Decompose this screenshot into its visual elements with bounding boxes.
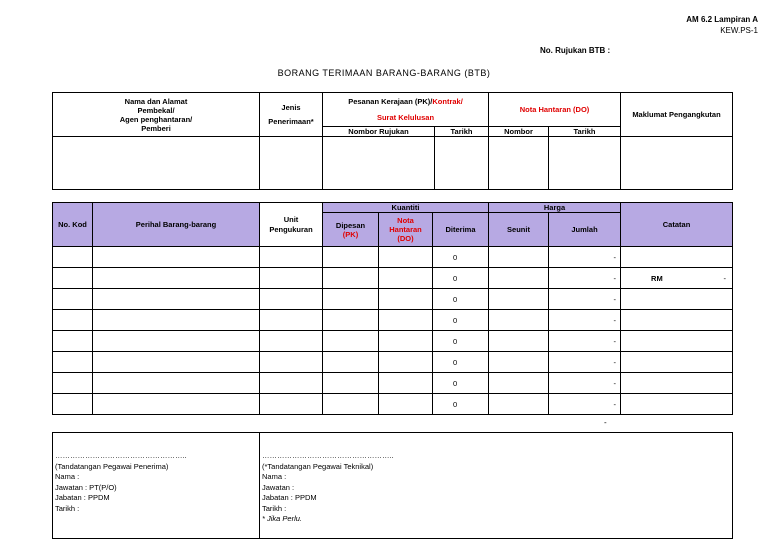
number-subheader: Nombor [489, 127, 549, 137]
description-cell[interactable] [93, 373, 260, 394]
post-field[interactable]: Jawatan : [262, 482, 295, 492]
unit-cell[interactable] [260, 373, 323, 394]
notes-label [623, 358, 651, 367]
notes-label [623, 295, 651, 304]
footnote: * Jika Perlu. [262, 514, 303, 523]
table-row [53, 394, 733, 415]
unit-price-cell[interactable] [489, 331, 549, 352]
table-row [53, 331, 733, 352]
description-header: Perihal Barang-barang [93, 203, 260, 247]
signature-caption: (Tandatangan Pegawai Penerima) [55, 461, 169, 471]
description-cell[interactable] [93, 310, 260, 331]
delivery-note-header: Nota Hantaran (DO) [489, 93, 621, 127]
name-field[interactable]: Nama : [55, 472, 80, 481]
received-cell[interactable]: 0 [433, 331, 489, 352]
unit-price-cell[interactable] [489, 394, 549, 415]
received-cell[interactable]: 0 [433, 352, 489, 373]
do-date-cell[interactable] [549, 137, 621, 190]
price-group-header: Harga [489, 203, 621, 213]
receipt-type-cell[interactable] [260, 137, 323, 190]
received-cell[interactable]: 0 [433, 373, 489, 394]
do-qty-header: Nota Hantaran (DO) [379, 213, 433, 247]
quantity-group-header: Kuantiti [323, 203, 489, 213]
unit-price-cell[interactable] [489, 310, 549, 331]
ordered-cell[interactable] [323, 394, 379, 415]
code-cell[interactable] [53, 310, 93, 331]
notes-label [623, 316, 651, 325]
code-cell[interactable] [53, 289, 93, 310]
table-row [53, 268, 733, 289]
date-field[interactable]: Tarikh : [55, 503, 80, 513]
form-code: KEW.PS-1 [720, 26, 758, 35]
unit-cell[interactable] [260, 394, 323, 415]
total-cell[interactable]: - [549, 352, 621, 373]
receipt-type-header: Jenis Penerimaan* [260, 93, 323, 137]
ordered-cell[interactable] [323, 373, 379, 394]
description-cell[interactable] [93, 247, 260, 268]
description-cell[interactable] [93, 394, 260, 415]
unit-price-cell[interactable] [489, 289, 549, 310]
notes-label [623, 337, 651, 346]
ordered-cell[interactable] [323, 352, 379, 373]
unit-cell[interactable] [260, 289, 323, 310]
total-cell[interactable]: - [549, 331, 621, 352]
unit-price-cell[interactable] [489, 352, 549, 373]
do-number-cell[interactable] [489, 137, 549, 190]
notes-value: - [723, 273, 727, 283]
signature-line[interactable]: …………………………………………….. [55, 451, 187, 460]
form-title: BORANG TERIMAAN BARANG-BARANG (BTB) [277, 68, 491, 78]
ref-number-subheader: Nombor Rujukan [323, 127, 435, 137]
total-header: Jumlah [549, 213, 621, 247]
reference-code: AM 6.2 Lampiran A [686, 15, 758, 24]
transport-info-header: Maklumat Pengangkutan [621, 93, 733, 137]
unit-price-cell[interactable] [489, 247, 549, 268]
unit-price-cell[interactable] [489, 268, 549, 289]
post-field[interactable]: Jawatan : PT(P/O) [55, 482, 117, 492]
notes-cell[interactable] [621, 394, 733, 415]
ordered-cell[interactable] [323, 289, 379, 310]
notes-cell[interactable] [621, 247, 733, 268]
do-qty-cell[interactable] [379, 394, 433, 415]
transport-cell[interactable] [621, 137, 733, 190]
received-cell[interactable]: 0 [433, 394, 489, 415]
do-qty-cell[interactable] [379, 373, 433, 394]
technical-signature-block [260, 433, 733, 539]
code-cell[interactable] [53, 247, 93, 268]
do-qty-cell[interactable] [379, 331, 433, 352]
total-cell[interactable]: - [549, 268, 621, 289]
notes-label [623, 400, 651, 409]
ordered-header: Dipesan (PK) [323, 213, 379, 247]
code-cell[interactable] [53, 352, 93, 373]
unit-cell[interactable] [260, 331, 323, 352]
total-cell[interactable]: - [549, 394, 621, 415]
unit-cell[interactable] [260, 352, 323, 373]
table-row [53, 373, 733, 394]
description-cell[interactable] [93, 331, 260, 352]
do-qty-cell[interactable] [379, 289, 433, 310]
notes-cell[interactable] [621, 268, 733, 289]
code-cell[interactable] [53, 331, 93, 352]
notes-cell[interactable] [621, 289, 733, 310]
do-qty-cell[interactable] [379, 310, 433, 331]
notes-cell[interactable] [621, 331, 733, 352]
department-field[interactable]: Jabatan : PPDM [262, 493, 317, 502]
name-field[interactable]: Nama : [262, 472, 287, 481]
ref-number-cell[interactable] [323, 137, 435, 190]
date-subheader: Tarikh [549, 127, 621, 137]
total-cell[interactable]: - [549, 310, 621, 331]
signature-caption: (*Tandatangan Pegawai Teknikal) [262, 461, 374, 471]
do-qty-cell[interactable] [379, 247, 433, 268]
signature-table [52, 432, 733, 539]
notes-label [623, 379, 651, 388]
description-cell[interactable] [93, 352, 260, 373]
ordered-cell[interactable] [323, 331, 379, 352]
code-cell[interactable] [53, 394, 93, 415]
description-cell[interactable] [93, 289, 260, 310]
ordered-cell[interactable] [323, 310, 379, 331]
received-cell[interactable]: 0 [433, 310, 489, 331]
received-header: Diterima [433, 213, 489, 247]
date-field[interactable]: Tarikh : [262, 503, 287, 513]
ordered-cell[interactable] [323, 247, 379, 268]
order-header: Pesanan Kerajaan (PK)/Kontrak/ Surat Kelulusan [323, 93, 489, 127]
unit-cell[interactable] [260, 268, 323, 289]
unit-cell[interactable] [260, 310, 323, 331]
date-cell[interactable] [435, 137, 489, 190]
signature-line[interactable]: …………………………………………….. [262, 451, 394, 460]
supplier-info-table [52, 92, 733, 190]
received-cell[interactable]: 0 [433, 247, 489, 268]
unit-price-cell[interactable] [489, 373, 549, 394]
received-cell[interactable]: 0 [433, 268, 489, 289]
items-table [52, 202, 733, 415]
unit-header: Unit Pengukuran [260, 203, 323, 247]
code-cell[interactable] [53, 268, 93, 289]
supplier-header: Nama dan Alamat Pembekal/ Agen penghantaran/ Pemberi [53, 93, 260, 137]
unit-price-header: Seunit [489, 213, 549, 247]
supplier-cell[interactable] [53, 137, 260, 190]
table-row [53, 310, 733, 331]
code-header: No. Kod [53, 203, 93, 247]
description-cell[interactable] [93, 268, 260, 289]
notes-cell[interactable] [621, 352, 733, 373]
code-cell[interactable] [53, 373, 93, 394]
notes-cell[interactable] [621, 373, 733, 394]
do-qty-cell[interactable] [379, 268, 433, 289]
table-row [53, 352, 733, 373]
do-qty-cell[interactable] [379, 352, 433, 373]
date-subheader: Tarikh [435, 127, 489, 137]
ordered-cell[interactable] [323, 268, 379, 289]
received-cell[interactable]: 0 [433, 289, 489, 310]
total-cell[interactable]: - [549, 247, 621, 268]
notes-cell[interactable] [621, 310, 733, 331]
total-cell[interactable]: - [549, 289, 621, 310]
notes-header: Catatan [621, 203, 733, 247]
unit-cell[interactable] [260, 247, 323, 268]
total-cell[interactable]: - [549, 373, 621, 394]
grand-total-value: - [604, 418, 607, 427]
notes-label [623, 253, 651, 262]
receiver-signature-block [53, 433, 260, 539]
btb-reference-label: No. Rujukan BTB : [540, 46, 611, 55]
notes-label: RM [651, 273, 663, 283]
table-row [53, 289, 733, 310]
table-row [53, 247, 733, 268]
department-field[interactable]: Jabatan : PPDM [55, 493, 110, 502]
